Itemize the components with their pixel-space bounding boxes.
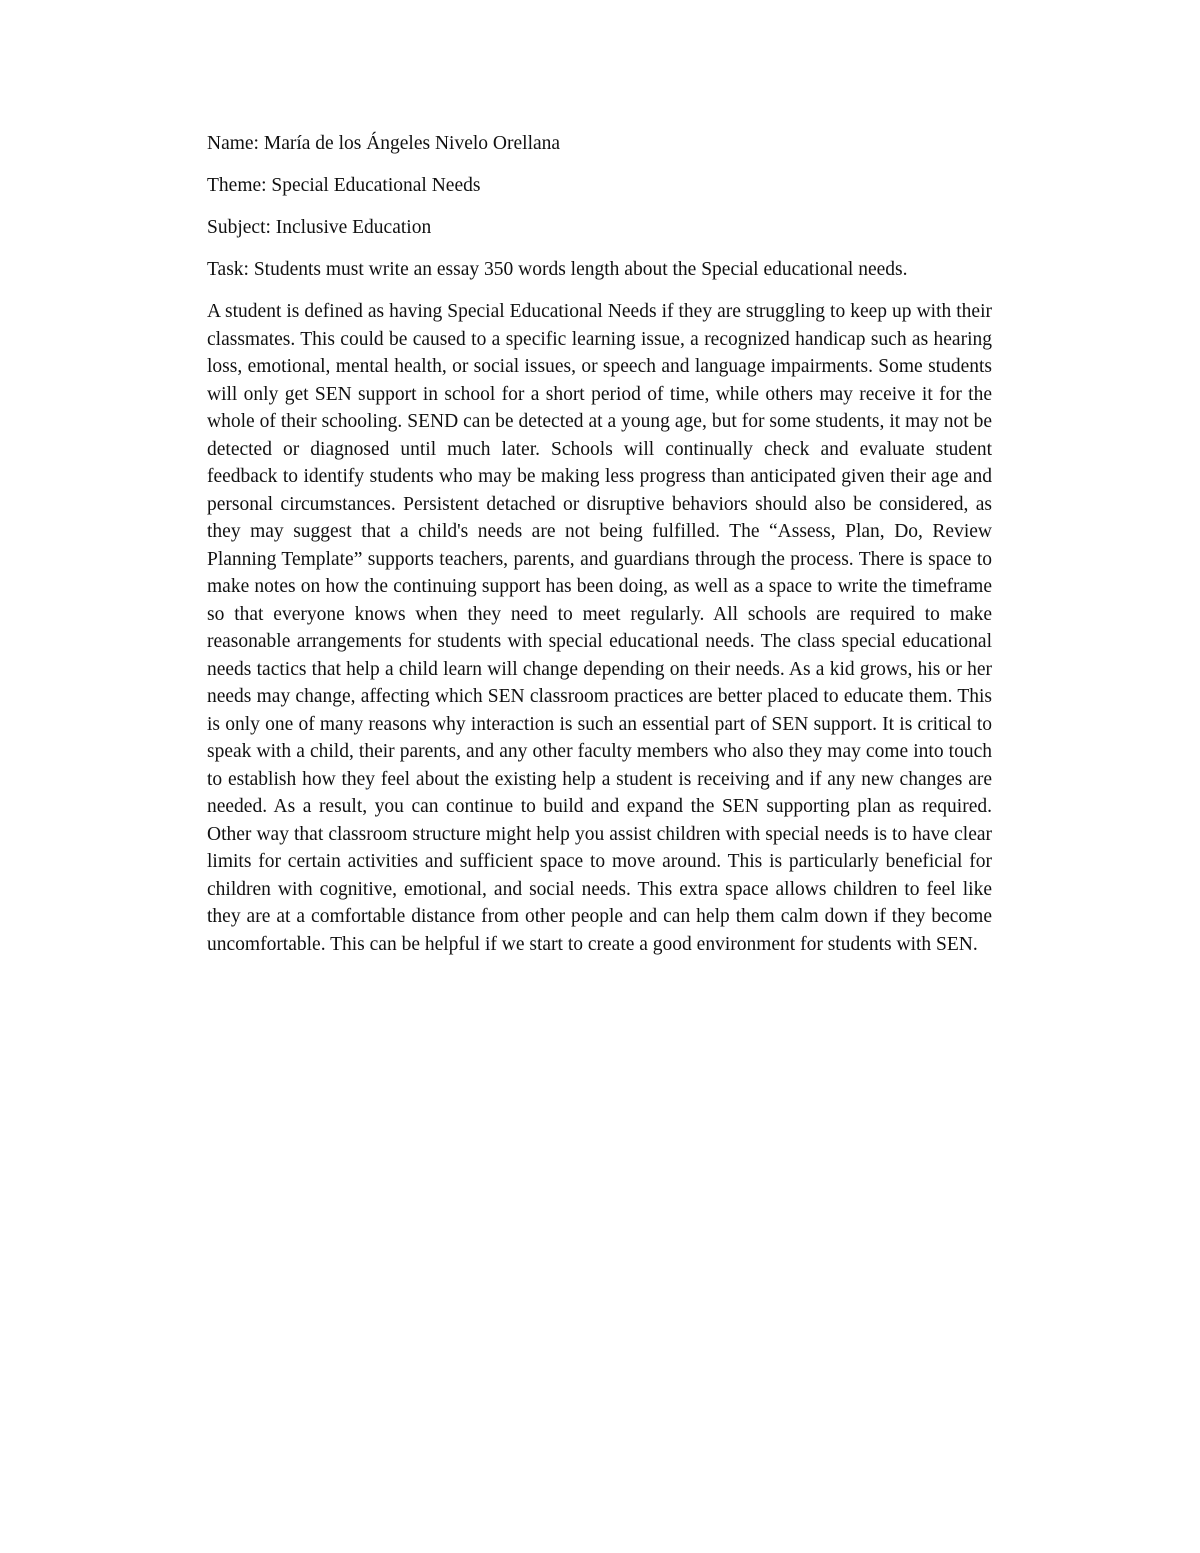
theme-line: Theme: Special Educational Needs	[207, 175, 481, 196]
essay-paragraph: A student is defined as having Special Educational Needs if they are struggling to keep up with their classmates. This could be caused to a specific learning issue, a recognized handicap such as hearing loss, emotional, mental health, or social issues, or speech and language impairments. Some students will only get SEN support in school for a short period of time, while others may receive it for the whole of their schooling. SEND can be detected at a young age, but for some students, it may not be detected or diagnosed until much later. Schools will continually check and evaluate student feedback to identify students who may be making less progress than anticipated given their age and personal circumstances. Persistent detached or disruptive behaviors should also be considered, as they may suggest that a child's needs are not being fulfilled. The “Assess, Plan, Do, Review Planning Template” supports teachers, parents, and guardians through the process. There is space to make notes on how the continuing support has been doing, as well as a space to write the timeframe so that everyone knows when they need to meet regularly. All schools are required to make reasonable arrangements for students with special educational needs. The class special educational needs tactics that help a child learn will change depending on their needs. As a kid grows, his or her needs may change, affecting which SEN classroom practices are better placed to educate them. This is only one of many reasons why interaction is such an essential part of SEN support. It is critical to speak with a child, their parents, and any other faculty members who also they may come into touch to establish how they feel about the existing help a student is receiving and if any new changes are needed. As a result, you can continue to build and expand the SEN supporting plan as required. Other way that classroom structure might help you assist children with special needs is to have clear limits for certain activities and sufficient space to move around. This is particularly beneficial for children with cognitive, emotional, and social needs. This extra space allows children to feel like they are at a comfortable distance from other people and can help them calm down if they become uncomfortable. This can be helpful if we start to create a good environment for students with SEN.	[207, 301, 992, 955]
subject-line: Subject: Inclusive Education	[207, 217, 432, 238]
document-content	[207, 130, 992, 958]
name-line: Name: María de los Ángeles Nivelo Orellana	[207, 133, 561, 154]
task-line: Task: Students must write an essay 350 words length about the Special educational needs.	[207, 259, 908, 280]
